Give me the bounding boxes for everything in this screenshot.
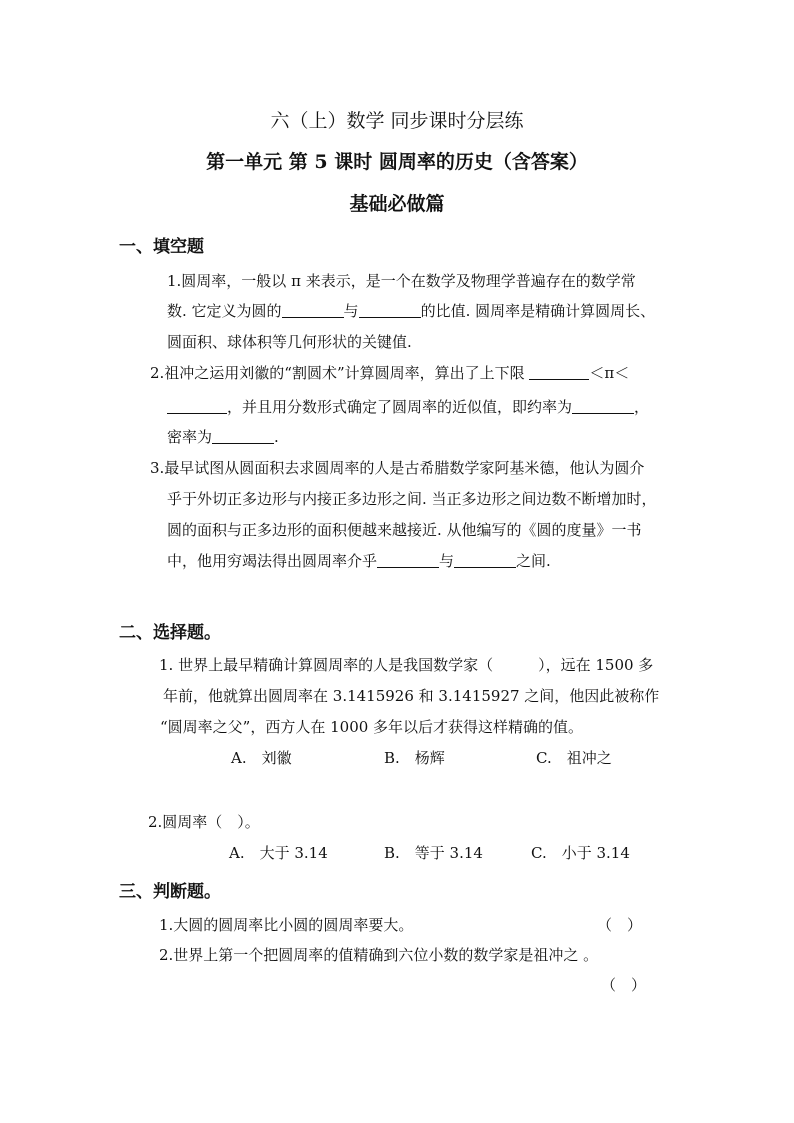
answer-blank[interactable] (282, 302, 344, 318)
q3-line4-text-a: 中，他用穷竭法得出圆周率介乎 (167, 552, 378, 570)
q3-line3: 圆的面积与正多边形的面积便越来越接近. 从他编写的《圆的度量》一书 (167, 521, 642, 539)
answer-blank[interactable] (454, 552, 516, 568)
q1-line2 (167, 300, 655, 321)
q2-line1 (150, 362, 629, 383)
answer-blank[interactable] (212, 428, 274, 444)
answer-blank[interactable] (529, 364, 589, 380)
page-subtitle: 第一单元 第 5 课时 圆周率的历史（含答案） (206, 151, 588, 173)
section-choice-heading: 二、选择题。 (119, 623, 221, 643)
judge-q1-bracket[interactable]: （ ） (597, 916, 643, 934)
q2-line2 (167, 396, 649, 417)
choice-q1-option-a[interactable]: A. 刘徽 (231, 749, 292, 767)
q1-line3: 圆面积、球体积等几何形状的关键值. (167, 333, 412, 351)
choice-q2-option-c[interactable]: C. 小于 3.14 (531, 844, 630, 862)
choice-q2-stem: 2.圆周率（ ）。 (148, 813, 260, 831)
section-fill-blank-heading: 一、填空题 (119, 237, 204, 257)
level-label: 基础必做篇 (349, 193, 445, 215)
q2-line1-text-b: ＜π＜ (589, 364, 630, 382)
choice-q2-option-a[interactable]: A. 大于 3.14 (229, 844, 328, 862)
answer-blank[interactable] (572, 398, 634, 414)
q1-line2-text-a: 数. 它定义为圆的 (167, 302, 282, 320)
choice-q1-option-c[interactable]: C. 祖冲之 (536, 749, 612, 767)
choice-q1-line3: “圆周率之父”，西方人在 1000 多年以后才获得这样精确的值。 (160, 718, 584, 736)
q2-line3-text-b: . (274, 428, 279, 446)
q1-line1: 1.圆周率，一般以 π 来表示，是一个在数学及物理学普遍存在的数学常 (167, 272, 636, 290)
q2-line2-text-b: ， (634, 398, 650, 416)
page-title: 六（上）数学 同步课时分层练 (270, 110, 524, 132)
q1-line2-text-c: 的比值. 圆周率是精确计算圆周长、 (420, 302, 656, 320)
q2-line3 (167, 426, 279, 447)
choice-q1-line1: 1. 世界上最早精确计算圆周率的人是我国数学家（ ），远在 1500 多 (159, 656, 654, 674)
section-judge-heading: 三、判断题。 (119, 882, 221, 902)
q2-line3-text-a: 密率为 (167, 428, 213, 446)
judge-q1-text: 1.大圆的圆周率比小圆的圆周率要大。 (159, 916, 414, 934)
choice-q2-option-b[interactable]: B. 等于 3.14 (384, 844, 483, 862)
answer-blank[interactable] (167, 398, 227, 414)
q3-line1: 3.最早试图从圆面积去求圆周率的人是古希腊数学家阿基米德，他认为圆介 (150, 459, 645, 477)
q3-line2: 乎于外切正多边形与内接正多边形之间. 当正多边形之间边数不断增加时， (167, 490, 657, 508)
q2-line2-text-a: ，并且用分数形式确定了圆周率的近似值，即约率为 (227, 398, 573, 416)
q3-line4-text-b: 与 (439, 552, 455, 570)
answer-blank[interactable] (359, 302, 421, 318)
q3-line4 (167, 550, 551, 571)
q2-line1-text-a: 2.祖冲之运用刘徽的“割圆术”计算圆周率，算出了上下限 (150, 364, 530, 382)
answer-blank[interactable] (377, 552, 439, 568)
q3-line4-text-c: 之间. (516, 552, 551, 570)
judge-q2-bracket[interactable]: （ ） (601, 976, 647, 994)
q1-line2-text-b: 与 (343, 302, 359, 320)
choice-q1-option-b[interactable]: B. 杨辉 (384, 749, 445, 767)
judge-q2-text: 2.世界上第一个把圆周率的值精确到六位小数的数学家是祖冲之 。 (159, 946, 599, 964)
choice-q1-line2: 年前，他就算出圆周率在 3.1415926 和 3.1415927 之间，他因此被称作 (163, 687, 660, 705)
